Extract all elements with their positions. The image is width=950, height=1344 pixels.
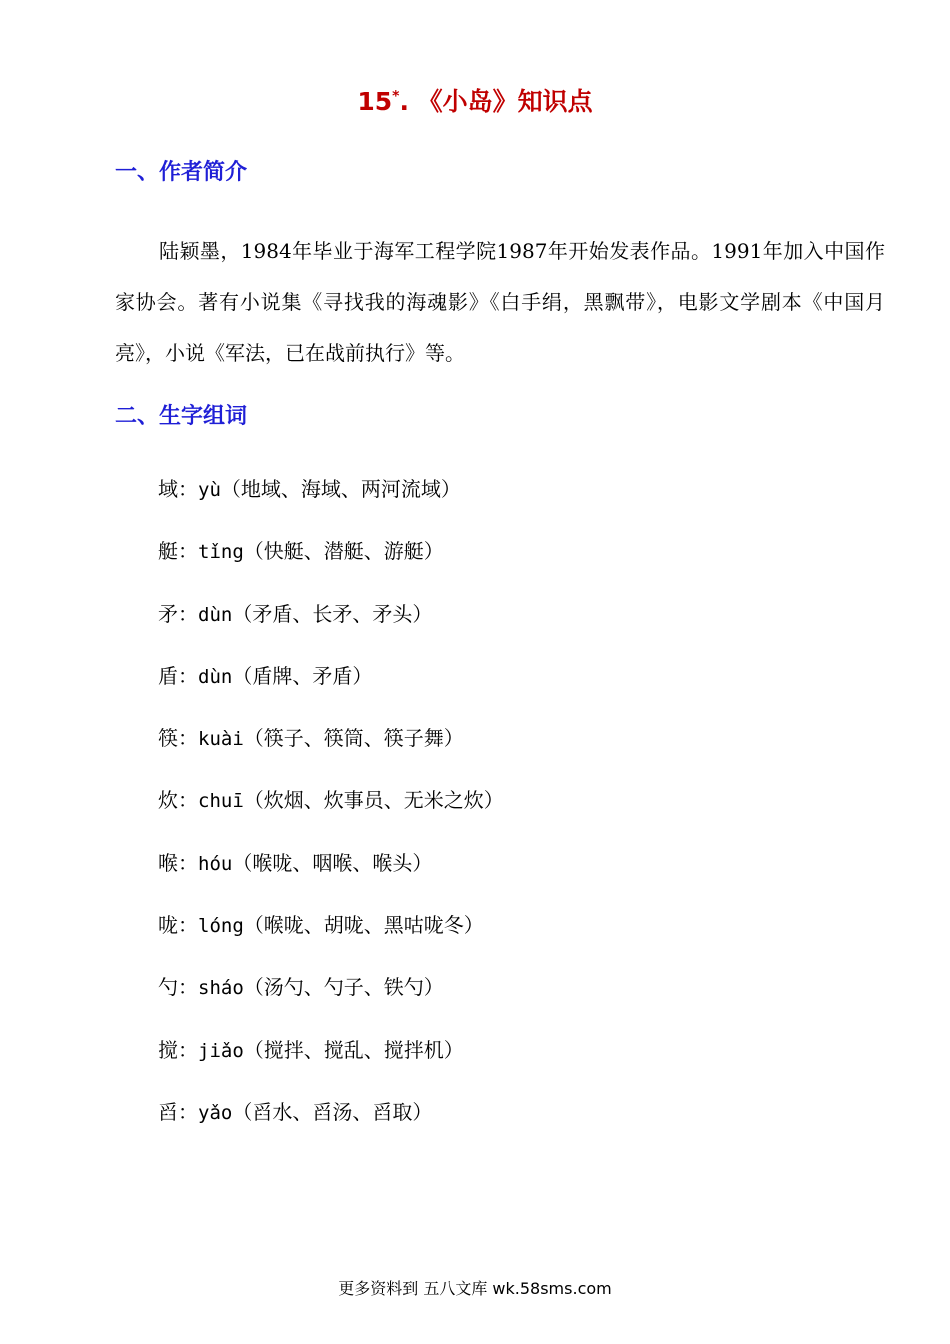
vocab-pinyin: sháo	[198, 977, 244, 1000]
vocab-pinyin: chuī	[198, 790, 244, 813]
vocab-pinyin: jiǎo	[198, 1039, 244, 1062]
vocab-words: （喉咙、胡咙、黑咕咙冬）	[243, 913, 484, 938]
vocab-item	[158, 1031, 858, 1093]
vocab-pinyin: dùn	[198, 665, 233, 688]
vocab-char: 炊：	[158, 788, 198, 813]
footer-source-link[interactable]: 更多资料到 五八文库 wk.58sms.com	[338, 1279, 612, 1298]
vocab-words: （炊烟、炊事员、无米之炊）	[243, 788, 504, 813]
vocab-pinyin: yù	[198, 479, 221, 501]
vocab-pinyin: lóng	[198, 915, 244, 938]
vocab-words: （盾牌、矛盾）	[232, 663, 373, 688]
vocab-char: 勺：	[158, 975, 198, 1000]
vocab-char: 艇：	[158, 539, 198, 564]
vocab-char: 咙：	[158, 913, 198, 938]
vocab-pinyin: yǎo	[198, 1101, 233, 1124]
author-paragraph: 陆颖墨，1984年毕业于海军工程学院1987年开始发表作品。1991年加入中国作家协会。著有小说集《寻找我的海魂影》《白手绢，黑飘带》，电影文学剧本《中国月亮》，小说《军法，已在战前执行》等。	[115, 239, 885, 365]
vocab-words: （矛盾、长矛、矛头）	[232, 601, 433, 626]
vocab-words: （喉咙、咽喉、喉头）	[232, 850, 433, 875]
vocab-item	[158, 844, 858, 906]
vocab-char: 喉：	[158, 850, 198, 875]
page-title	[0, 84, 950, 120]
vocab-item	[158, 719, 858, 781]
vocab-char: 矛：	[158, 601, 198, 626]
vocab-item	[158, 906, 858, 968]
vocab-words: （舀水、舀汤、舀取）	[232, 1099, 433, 1124]
vocab-words: （快艇、潜艇、游艇）	[243, 539, 444, 564]
vocab-words: （筷子、筷筒、筷子舞）	[243, 726, 464, 751]
section-heading-vocab: 二、生字组词	[115, 404, 248, 429]
vocab-pinyin: tǐng	[198, 541, 244, 564]
vocab-pinyin: dùn	[198, 603, 233, 626]
vocab-words: （搅拌、搅乱、搅拌机）	[243, 1037, 464, 1062]
vocab-pinyin: kuài	[198, 728, 244, 751]
title-asterisk: *	[392, 88, 400, 105]
vocab-char: 搅：	[158, 1037, 198, 1062]
vocab-char: 筷：	[158, 726, 198, 751]
vocab-words: （地域、海域、两河流域）	[220, 477, 461, 501]
vocab-item	[158, 595, 858, 657]
title-text: . 《小岛》知识点	[399, 87, 593, 116]
vocab-item	[158, 1093, 858, 1155]
vocab-list	[158, 470, 858, 1155]
vocab-item	[158, 532, 858, 594]
vocab-item	[158, 657, 858, 719]
vocab-words: （汤勺、勺子、铁勺）	[243, 975, 444, 1000]
vocab-char: 盾：	[158, 663, 198, 688]
vocab-item	[158, 781, 858, 843]
vocab-char: 域：	[158, 477, 198, 501]
section-heading-author: 一、作者简介	[115, 160, 248, 185]
vocab-item	[158, 968, 858, 1030]
vocab-item	[158, 470, 858, 532]
title-number: 15	[357, 87, 393, 116]
vocab-char: 舀：	[158, 1099, 198, 1124]
vocab-pinyin: hóu	[198, 852, 233, 875]
